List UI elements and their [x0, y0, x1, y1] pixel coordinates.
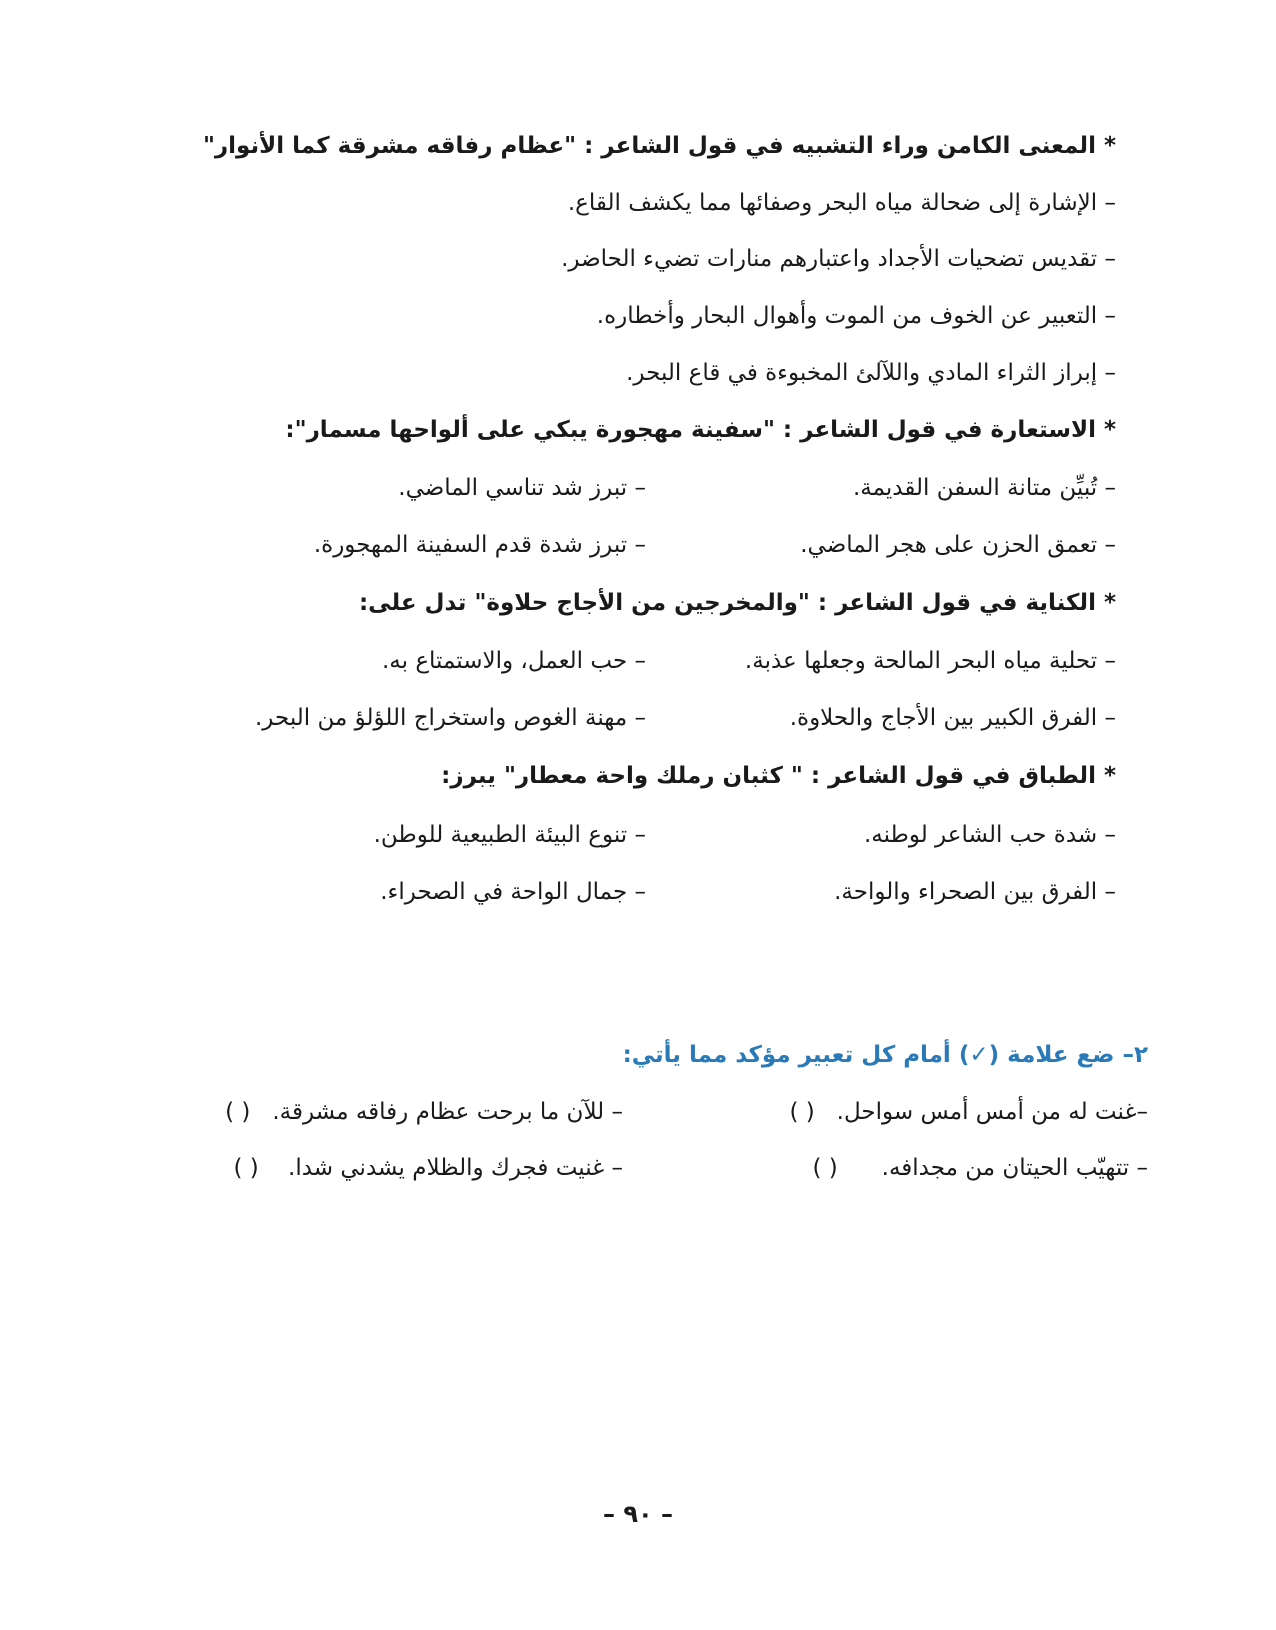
answer-blank[interactable]: ( )	[812, 1155, 838, 1181]
exercise-title: ٢– ضع علامة (✓) أمام كل تعبير مؤكد مما يأتي:	[622, 1042, 1148, 1068]
exercise-text: – للآن ما برحت عظام رفاقه مشرقة.	[272, 1099, 623, 1125]
option-row	[116, 527, 1116, 563]
exercise-text: – تتهيّب الحيتان من مجدافه.	[881, 1155, 1148, 1181]
option: – الفرق بين الصحراء والواحة.	[834, 879, 1116, 905]
exercise-item	[234, 1150, 624, 1186]
option-row	[116, 470, 1116, 506]
exercise-item	[813, 1150, 1148, 1186]
option-row	[116, 874, 1116, 910]
option: – الفرق الكبير بين الأجاج والحلاوة.	[789, 705, 1116, 731]
option: – تنوع البيئة الطبيعية للوطن.	[373, 822, 646, 848]
question-title: * الاستعارة في قول الشاعر : "سفينة مهجورة يبكي على ألواحها مسمار":	[285, 417, 1116, 443]
exercise-item	[789, 1094, 1148, 1130]
exercise-row	[148, 1150, 1148, 1186]
option: – جمال الواحة في الصحراء.	[380, 879, 646, 905]
exercise-item	[225, 1094, 623, 1130]
option: – إبراز الثراء المادي واللآلئ المخبوءة في قاع البحر.	[626, 360, 1116, 386]
exercise-row	[148, 1094, 1148, 1130]
option: – شدة حب الشاعر لوطنه.	[863, 822, 1116, 848]
option: – الإشارة إلى ضحالة مياه البحر وصفائها مما يكشف القاع.	[567, 190, 1116, 216]
question-title: * الطباق في قول الشاعر : " كثبان رملك واحة معطار" يبرز:	[441, 763, 1116, 789]
option: – مهنة الغوص واستخراج اللؤلؤ من البحر.	[254, 705, 646, 731]
option: – التعبير عن الخوف من الموت وأهوال البحار وأخطاره.	[596, 303, 1116, 329]
option-row	[116, 643, 1116, 679]
answer-blank[interactable]: ( )	[233, 1155, 259, 1181]
exercise-text: – غنيت فجرك والظلام يشدني شدا.	[288, 1155, 623, 1181]
option-row	[116, 700, 1116, 736]
option: – تحلية مياه البحر المالحة وجعلها عذبة.	[744, 648, 1116, 674]
answer-blank[interactable]: ( )	[225, 1099, 251, 1125]
option-row	[116, 817, 1116, 853]
question-title: * المعنى الكامن وراء التشبيه في قول الشاعر : "عظام رفاقه مشرقة كما الأنوار"	[202, 133, 1116, 159]
option: – تقديس تضحيات الأجداد واعتبارهم منارات تضيء الحاضر.	[561, 246, 1116, 272]
option: – تبرز شدة قدم السفينة المهجورة.	[313, 532, 646, 558]
exercise-text: –غنت له من أمس أمس سواحل.	[836, 1099, 1148, 1125]
option: – تعمق الحزن على هجر الماضي.	[800, 532, 1116, 558]
question-title: * الكناية في قول الشاعر : "والمخرجين من الأجاج حلاوة" تدل على:	[358, 590, 1116, 616]
option: – تُبيِّن متانة السفن القديمة.	[852, 475, 1116, 501]
page-number: – ٩٠ –	[602, 1500, 673, 1528]
option: – تبرز شد تناسي الماضي.	[398, 475, 646, 501]
answer-blank[interactable]: ( )	[789, 1099, 815, 1125]
option: – حب العمل، والاستمتاع به.	[381, 648, 646, 674]
